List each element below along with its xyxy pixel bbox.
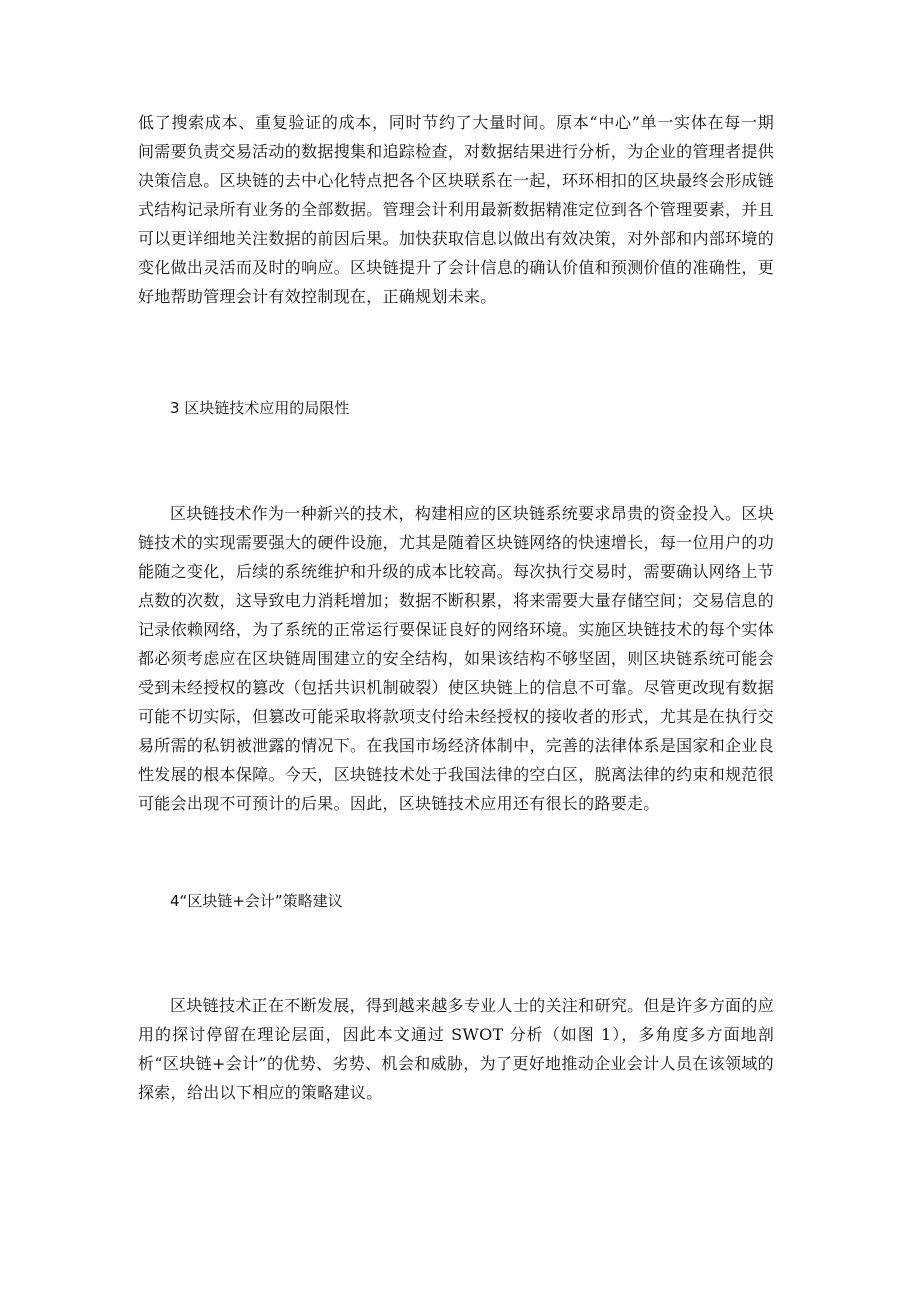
paragraph-limitations: 区块链技术作为一种新兴的技术，构建相应的区块链系统要求昂贵的资金投入。区块链技术的实现需要强大的硬件设施，尤其是随着区块链网络的快速增长，每一位用户的功能随之变化，后续的系统维护和升级的成本比较高。每次执行交易时，需要确认网络上节点数的次数，这导致电力消耗增加；数据不断积累，将来需要大量存储空间；交易信息的记录依赖网络，为了系统的正常运行要保证良好的网络环境。实施区块链技术的每个实体都必须考虑应在区块链周围建立的安全结构，如果该结构不够坚固，则区块链系统可能会受到未经授权的篡改（包括共识机制破裂）使区块链上的信息不可靠。尽管更改现有数据可能不切实际，但篡改可能采取将款项支付给未经授权的接收者的形式，尤其是在执行交易所需的私钥被泄露的情况下。在我国市场经济体制中，完善的法律体系是国家和企业良性发展的根本保障。今天，区块链技术处于我国法律的空白区，脱离法律的约束和规范很可能会出现不可预计的后果。因此，区块链技术应用还有很长的路要走。 xyxy=(138,504,774,813)
section-heading-3: 3 区块链技术应用的局限性 xyxy=(170,399,350,417)
paragraph-continuation: 低了搜索成本、重复验证的成本，同时节约了大量时间。原本“中心”单一实体在每一期间需要负责交易活动的数据搜集和追踪检查，对数据结果进行分析，为企业的管理者提供决策信息。区块链的去中心化特点把各个区块联系在一起，环环相扣的区块最终会形成链式结构记录所有业务的全部数据。管理会计利用最新数据精准定位到各个管理要素，并且可以更详细地关注数据的前因后果。加快获取信息以做出有效决策，对外部和内部环境的变化做出灵活而及时的响应。区块链提升了会计信息的确认价值和预测价值的准确性，更好地帮助管理会计有效控制现在，正确规划未来。 xyxy=(138,113,774,306)
paragraph-strategy-intro: 区块链技术正在不断发展，得到越来越多专业人士的关注和研究。但是许多方面的应用的探讨停留在理论层面，因此本文通过 SWOT 分析（如图 1），多角度多方面地剖析“区块链+会计”的优势、劣势、机会和威胁，为了更好地推动企业会计人员在该领域的探索，给出以下相应的策略建议。 xyxy=(138,996,774,1102)
section-heading-4: 4“区块链+会计”策略建议 xyxy=(170,892,343,910)
